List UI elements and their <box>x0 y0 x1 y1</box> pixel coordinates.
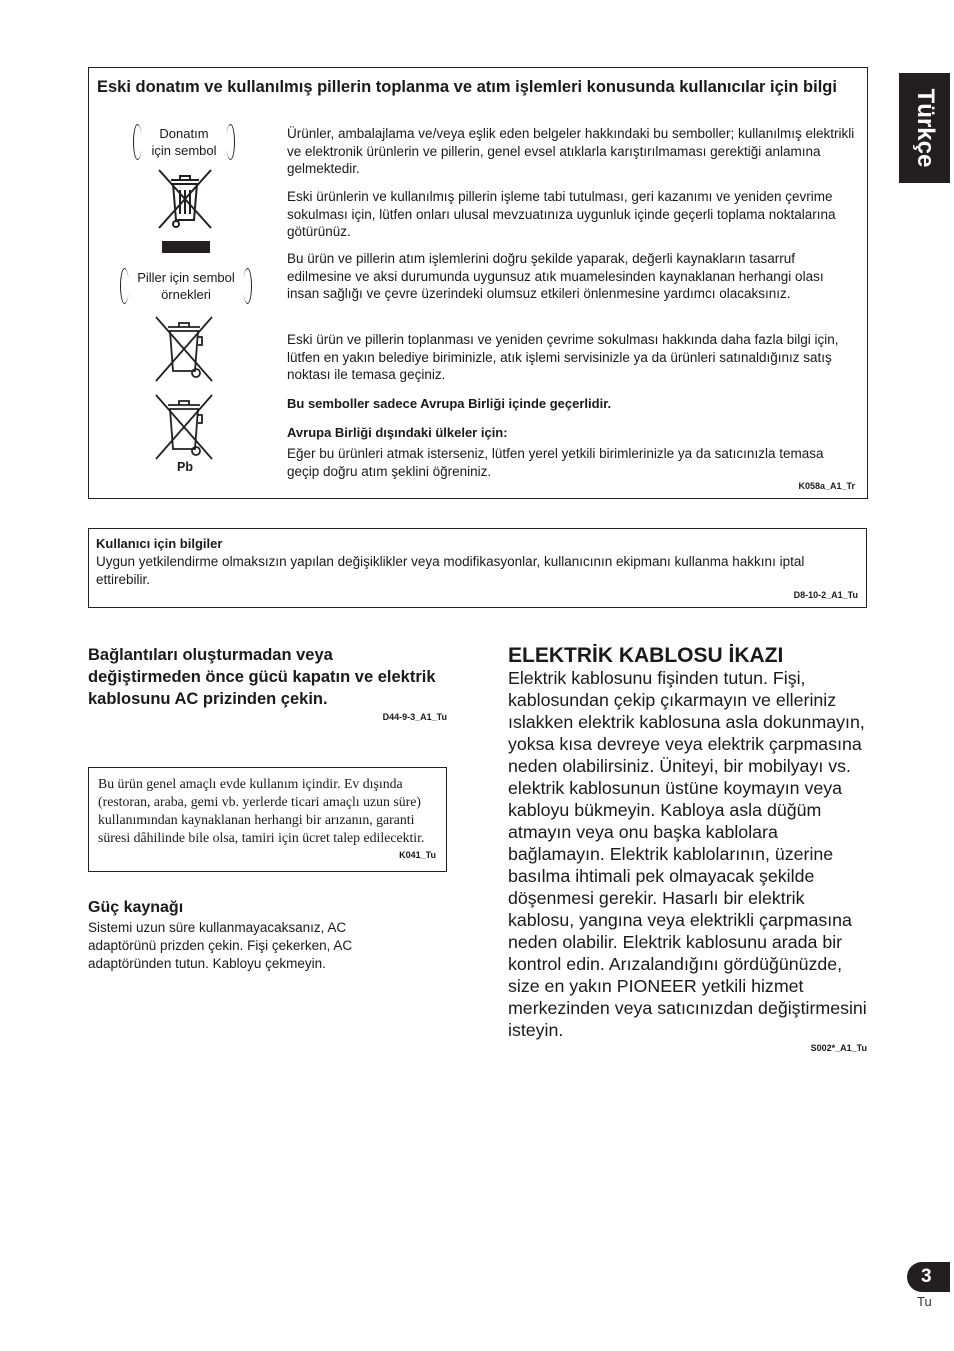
page-language-code: Tu <box>917 1294 932 1309</box>
crossed-battery-bin-pb-icon <box>152 393 216 461</box>
weee-paragraph: Bu ürün ve pillerin atım işlemlerini doğru şekilde yaparak, değerli kaynakların tasarruf edilmesine ve aksi durumunda uygunsuz atık muamelesinden kaynaklanan herhangi olası insan sağlığı ve çevre üzerindeki olumsuz etkileri önlenmesine yardımcı olacaksınız. <box>287 251 824 301</box>
crossed-bin-icon <box>153 166 217 232</box>
weee-paragraph: Eski ürün ve pillerin toplanması ve yeniden çevrime sokulması hakkında daha fazla bilgi için, lütfen en yakın belediye biriminizle, atık işlemi servisinizle ya da ürünleri satınaldığınız satış noktası ile temasa geçiniz. <box>287 332 839 382</box>
battery-symbol-label-line2: örnekleri <box>161 287 211 302</box>
disconnect-code: D44-9-3_A1_Tu <box>382 712 447 722</box>
power-supply-text: Sistemi uzun süre kullanmayacaksanız, AC adaptörünü prizden çekin. Fişi çekerken, AC adaptöründen tutun. Kabloyu çekmeyin. <box>88 920 353 971</box>
page-number-badge <box>907 1262 950 1292</box>
device-symbol-label-line2: için sembol <box>151 143 217 158</box>
eu-only-note: Bu semboller sadece Avrupa Birliği içinde geçerlidir. <box>287 396 612 411</box>
weee-code: K058a_A1_Tr <box>798 481 855 491</box>
battery-symbol-label-line1: Piller için sembol <box>137 270 235 285</box>
user-info-box <box>88 528 867 608</box>
crossed-battery-bin-icon <box>152 315 216 383</box>
pb-label: Pb <box>177 460 193 474</box>
battery-symbol-label <box>126 269 246 303</box>
home-use-text: Bu ürün genel amaçlı evde kullanım içindir. Ev dışında (restoran, araba, gemi vb. yerlerde ticari amaçlı uzun süre) kullanımından kaynaklanan herhangi bir arızanın, garanti süresi dâhilinde bile olsa, tamiri için ücret talep edilecektir. <box>98 776 425 845</box>
user-info-text: Uygun yetkilendirme olmaksızın yapılan değişiklikler veya modifikasyonlar, kullanıcının ekipmanı kullanma hakkını iptal ettirebilir. <box>96 554 805 587</box>
language-side-tab <box>899 73 950 183</box>
cord-warning-text: Elektrik kablosunu fişinden tutun. Fişi, kablosundan çekip çıkarmayın ve elleriniz ıslakken elektrik kablosuna asla dokunmayın, yoksa kısa devreye veya elektrik çarpmasına neden olabilirsiniz. Üniteyi, bir mobilyayı vs. elektrik kablosunun üstüne koymayın veya kabloyu bükmeyin. Kabloya asla düğüm atmayın veya onu başka kablolara bağlamayın. Elektrik kablolarının, üzerine basılma ihtimali pek olmayacak şekilde döşenmesi gerekir. Hasarlı bir elektrik kablosu, yangına veya elektrikli çarpmasına neden olabilir. Elektrik kablosunu arada bir kontrol edin. Arızalandığını gördüğünüzde, size en yakın PIONEER yetkili hizmet merkezinden veya satıcınızdan değiştirmesini isteyin. <box>508 668 867 1040</box>
device-symbol-label <box>139 125 229 159</box>
power-supply-title: Güç kaynağı <box>88 899 184 916</box>
separate-collection-bar <box>162 241 210 253</box>
device-symbol-label-line1: Donatım <box>159 126 209 141</box>
weee-paragraph: Ürünler, ambalajlama ve/veya eşlik eden belgeler hakkındaki bu semboller; kullanılmış elektrikli ve elektronik ürünlerin ve pillerin, genel evsel atıklarla karıştırılmaması gerektiği anlamına gelmektedir. <box>287 126 855 176</box>
weee-title: Eski donatım ve kullanılmış pillerin toplanma ve atım işlemleri konusunda kullanıcılar için bilgi <box>97 78 837 96</box>
home-use-box <box>88 767 447 872</box>
weee-paragraph: Eski ürünlerin ve kullanılmış pillerin işleme tabi tutulması, geri kazanımı ve yeniden çevrime sokulması için, lütfen onları ulusal mevzuatınıza uygunluk içinde geçerli toplama noktalarına götürünüz. <box>287 189 836 239</box>
home-use-code: K041_Tu <box>399 850 436 860</box>
user-info-code: D8-10-2_A1_Tu <box>793 590 858 600</box>
cord-warning-code: S002*_A1_Tu <box>810 1043 867 1053</box>
non-eu-title: Avrupa Birliği dışındaki ülkeler için: <box>287 425 508 440</box>
non-eu-text: Eğer bu ürünleri atmak isterseniz, lütfen yerel yetkili birimlerinizle ya da satıcınızla temasa geçip doğru atım şeklini öğreniniz. <box>287 446 824 479</box>
disconnect-warning: Bağlantıları oluşturmadan veya değiştirmeden önce gücü kapatın ve elektrik kablosunu AC prizinden çekin. <box>88 646 436 708</box>
page-number: 3 <box>921 1266 932 1287</box>
weee-info-box <box>88 67 868 499</box>
cord-warning-title: ELEKTRİK KABLOSU İKAZI <box>508 644 784 667</box>
user-info-title: Kullanıcı için bilgiler <box>96 536 223 551</box>
language-side-tab-label: Türkçe <box>911 88 939 168</box>
